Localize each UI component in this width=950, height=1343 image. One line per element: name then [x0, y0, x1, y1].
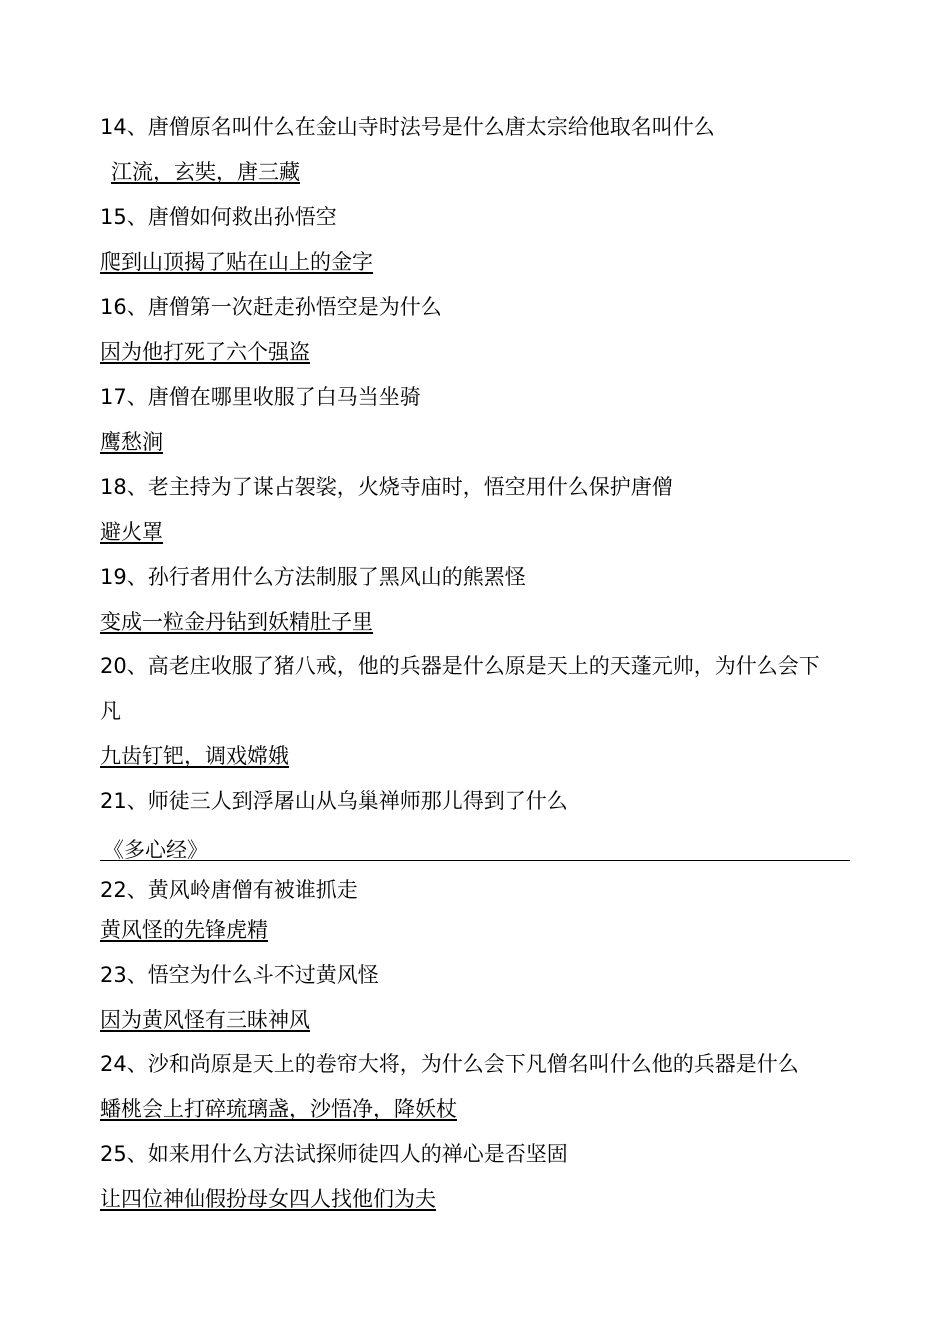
answer-21: 《多心经》 — [103, 838, 208, 862]
answer-21-rule — [100, 860, 850, 861]
question-20-continued: 凡 — [100, 699, 121, 723]
question-25: 25、如来用什么方法试探师徒四人的禅心是否坚固 — [100, 1142, 568, 1166]
question-17: 17、唐僧在哪里收服了白马当坐骑 — [100, 385, 421, 409]
question-23: 23、悟空为什么斗不过黄风怪 — [100, 963, 379, 987]
answer-18: 避火罩 — [100, 520, 163, 544]
question-22: 22、黄风岭唐僧有被谁抓走 — [100, 878, 358, 902]
answer-16: 因为他打死了六个强盗 — [100, 340, 310, 364]
question-16: 16、唐僧第一次赶走孙悟空是为什么 — [100, 295, 442, 319]
answer-15: 爬到山顶揭了贴在山上的金字 — [100, 250, 373, 274]
answer-19: 变成一粒金丹钻到妖精肚子里 — [100, 610, 373, 634]
question-15: 15、唐僧如何救出孙悟空 — [100, 205, 337, 229]
question-18: 18、老主持为了谋占袈裟，火烧寺庙时，悟空用什么保护唐僧 — [100, 475, 673, 499]
question-24: 24、沙和尚原是天上的卷帘大将，为什么会下凡僧名叫什么他的兵器是什么 — [100, 1052, 799, 1076]
question-14: 14、唐僧原名叫什么在金山寺时法号是什么唐太宗给他取名叫什么 — [100, 115, 715, 139]
answer-23: 因为黄风怪有三昧神风 — [100, 1008, 310, 1032]
question-20: 20、高老庄收服了猪八戒，他的兵器是什么原是天上的天蓬元帅，为什么会下 — [100, 654, 820, 678]
answer-25: 让四位神仙假扮母女四人找他们为夫 — [100, 1187, 436, 1211]
answer-20: 九齿钉钯，调戏嫦娥 — [100, 744, 289, 768]
question-21: 21、师徒三人到浮屠山从乌巢禅师那儿得到了什么 — [100, 789, 568, 813]
answer-24: 蟠桃会上打碎琉璃盏，沙悟净，降妖杖 — [100, 1097, 457, 1121]
answer-14: 江流，玄奘，唐三藏 — [111, 160, 300, 184]
answer-17: 鹰愁涧 — [100, 430, 163, 454]
answer-22: 黄风怪的先锋虎精 — [100, 918, 268, 942]
question-19: 19、孙行者用什么方法制服了黑风山的熊罴怪 — [100, 565, 526, 589]
